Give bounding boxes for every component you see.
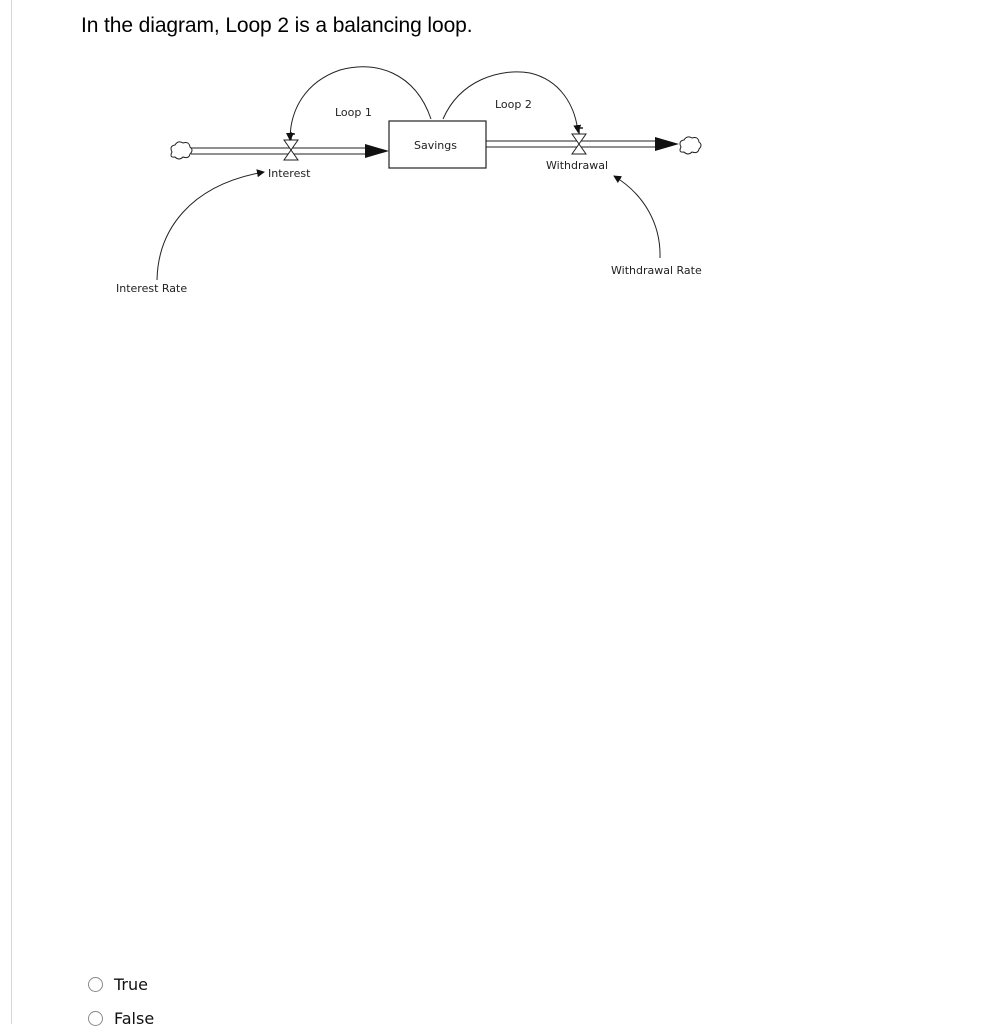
loop1-label: Loop 1 xyxy=(335,106,372,119)
withdrawal-rate-arc xyxy=(614,176,660,258)
question-text: In the diagram, Loop 2 is a balancing loop. xyxy=(81,14,473,37)
choice-false[interactable] xyxy=(88,1009,154,1028)
stock-flow-diagram xyxy=(0,0,1005,320)
savings-stock[interactable] xyxy=(389,121,486,168)
sink-cloud-icon xyxy=(680,137,701,154)
radio-true[interactable] xyxy=(88,977,103,992)
savings-label: Savings xyxy=(414,139,457,152)
withdrawal-rate-label: Withdrawal Rate xyxy=(611,264,702,277)
interest-rate-label: Interest Rate xyxy=(116,282,188,295)
loop2-label: Loop 2 xyxy=(495,98,532,111)
choice-true[interactable] xyxy=(88,975,148,994)
interest-valve-icon xyxy=(284,132,298,160)
interest-label: Interest xyxy=(268,167,311,180)
withdrawal-valve-icon xyxy=(572,126,586,154)
source-cloud-icon xyxy=(171,142,192,159)
withdrawal-label: Withdrawal xyxy=(546,159,609,172)
choice-false-label: False xyxy=(114,1009,155,1028)
choice-true-label: True xyxy=(114,975,148,994)
interest-rate-arc xyxy=(157,172,264,280)
